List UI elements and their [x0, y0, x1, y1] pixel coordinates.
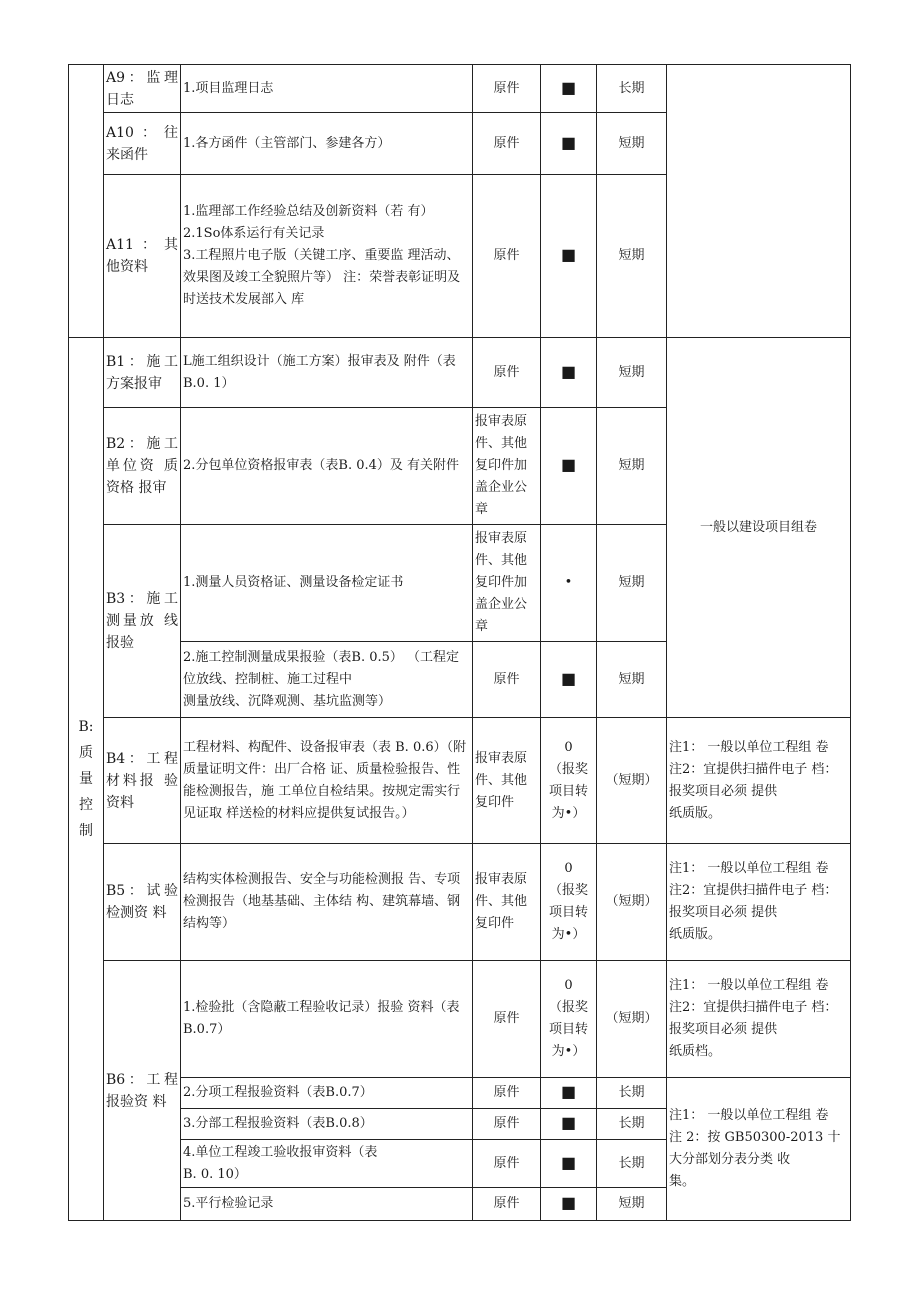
- period-b6b: 长期: [597, 1078, 667, 1109]
- mark-b6a: 0 （报奖项目转为•）: [541, 961, 597, 1078]
- subcategory-a9: A9：监理日志: [104, 65, 181, 113]
- filled-square-icon: ■: [560, 132, 577, 152]
- item-b3a: 1.测量人员资格证、测量设备检定证书: [181, 525, 473, 642]
- item-a9: 1.项目监理日志: [181, 65, 473, 113]
- table-row-b5: [69, 844, 851, 961]
- item-b6b: 2.分项工程报验资料（表B.0.7）: [181, 1078, 473, 1109]
- category-b-label: B:质量控制: [78, 719, 94, 839]
- form-b1: 原件: [473, 338, 541, 408]
- filled-square-icon: ■: [560, 1193, 577, 1212]
- note-b4: 注1： 一般以单位工程组 卷 注2：宜提供扫描件电子 档： 报奖项目必须 提供 纸质版。: [667, 718, 851, 844]
- note-a-blank: [667, 65, 851, 338]
- table-row-a9: [69, 65, 851, 113]
- period-a10: 短期: [597, 113, 667, 175]
- subcategory-b3: B3：施工测量放 线报验: [104, 525, 181, 718]
- item-a11: 1.监理部工作经验总结及创新资料（若 有） 2.1So体系运行有关记录 3.工程照片电子版（关键工序、重要监 理活动、效果图及竣工全貌照片等） 注：荣誉表彰证明及时送技术发展部入 库: [181, 175, 473, 338]
- mark-a11: [541, 175, 597, 338]
- form-a11: 原件: [473, 175, 541, 338]
- item-b2: 2.分包单位资格报审表（表B. 0.4）及 有关附件: [181, 408, 473, 525]
- item-b3b: 2.施工控制测量成果报验（表B. 0.5） （工程定位放线、控制桩、施工过程中 测量放线、沉降观测、基坑监测等）: [181, 642, 473, 718]
- note-b6a: 注1： 一般以单位工程组 卷 注2：宜提供扫描件电子 档： 报奖项目必须 提供 纸质档。: [667, 961, 851, 1078]
- category-a-cell: [69, 65, 104, 338]
- subcategory-a10: A10：往 来函件: [104, 113, 181, 175]
- filled-square-icon: ■: [560, 455, 577, 474]
- mark-b4: 0 （报奖项目转为•）: [541, 718, 597, 844]
- item-a10: 1.各方函件（主管部门、参建各方）: [181, 113, 473, 175]
- form-b6d: 原件: [473, 1140, 541, 1188]
- subcategory-a11: A11：其 他资料: [104, 175, 181, 338]
- form-b6a: 原件: [473, 961, 541, 1078]
- subcategory-b1: B1：施工方案报审: [104, 338, 181, 408]
- mark-b1: [541, 338, 597, 408]
- item-b5: 结构实体检测报告、安全与功能检测报 告、专项检测报告（地基基础、主体结 构、建筑幕墙、钢结构等）: [181, 844, 473, 961]
- mark-b3a: [541, 525, 597, 642]
- filled-square-icon: ■: [560, 245, 577, 264]
- mark-b5: 0 （报奖项目转为•）: [541, 844, 597, 961]
- form-b6e: 原件: [473, 1188, 541, 1221]
- archive-table: [68, 64, 851, 1221]
- note-general: 一般以建设项目组卷: [667, 338, 851, 718]
- form-b3b: 原件: [473, 642, 541, 718]
- mark-b6b: [541, 1078, 597, 1109]
- form-b5: 报审表原件、其他复印件: [473, 844, 541, 961]
- subcategory-b6: B6：工程报验资 料: [104, 961, 181, 1221]
- period-b6c: 长期: [597, 1109, 667, 1140]
- form-b6b: 原件: [473, 1078, 541, 1109]
- subcategory-b2: B2：施工单位资 质资格 报审: [104, 408, 181, 525]
- period-b6e: 短期: [597, 1188, 667, 1221]
- table-row-b1: [69, 338, 851, 408]
- period-b6d: 长期: [597, 1140, 667, 1188]
- period-a9: 长期: [597, 65, 667, 113]
- filled-square-icon: ■: [560, 77, 577, 97]
- filled-square-icon: ■: [560, 1082, 577, 1101]
- filled-square-icon: ■: [560, 1152, 577, 1172]
- mark-b2: [541, 408, 597, 525]
- period-b2: 短期: [597, 408, 667, 525]
- period-b4: （短期）: [597, 718, 667, 844]
- form-b4: 报审表原件、其他复印件: [473, 718, 541, 844]
- mark-b6d: [541, 1140, 597, 1188]
- form-a9: 原件: [473, 65, 541, 113]
- table-row-b6b: [69, 1078, 851, 1109]
- item-b6c: 3.分部工程报验资料（表B.0.8）: [181, 1109, 473, 1140]
- form-a10: 原件: [473, 113, 541, 175]
- mark-a9: [541, 65, 597, 113]
- dot-icon: •: [564, 575, 573, 590]
- form-b3a: 报审表原件、其他复印件加盖企业公章: [473, 525, 541, 642]
- mark-b6e: [541, 1188, 597, 1221]
- table-row-b6a: [69, 961, 851, 1078]
- item-b6e: 5.平行检验记录: [181, 1188, 473, 1221]
- period-b5: （短期）: [597, 844, 667, 961]
- filled-square-icon: ■: [560, 1113, 577, 1132]
- filled-square-icon: ■: [560, 361, 577, 381]
- item-b6d: 4.单位工程竣工验收报审资料（表 B. 0. 10）: [181, 1140, 473, 1188]
- form-b2: 报审表原件、其他复印件加盖企业公章: [473, 408, 541, 525]
- filled-square-icon: ■: [560, 668, 577, 688]
- table-row-b4: [69, 718, 851, 844]
- period-b3b: 短期: [597, 642, 667, 718]
- subcategory-b5: B5：试验检测资 料: [104, 844, 181, 961]
- period-b1: 短期: [597, 338, 667, 408]
- item-b4: 工程材料、构配件、设备报审表（表 B. 0.6）（附质量证明文件：出厂合格 证、质量检验报告、性能检测报告，施 工单位自检结果。按规定需实行见证取 样送检的材料应提供复试报告。）: [181, 718, 473, 844]
- mark-a10: [541, 113, 597, 175]
- category-b-cell: [69, 338, 104, 1221]
- period-a11: 短期: [597, 175, 667, 338]
- period-b3a: 短期: [597, 525, 667, 642]
- mark-b6c: [541, 1109, 597, 1140]
- mark-b3b: [541, 642, 597, 718]
- item-b6a: 1.检验批（含隐蔽工程验收记录）报验 资料（表B.0.7）: [181, 961, 473, 1078]
- item-b1: L施工组织设计（施工方案）报审表及 附件（表B.0. 1）: [181, 338, 473, 408]
- form-b6c: 原件: [473, 1109, 541, 1140]
- note-b5: 注1： 一般以单位工程组 卷 注2：宜提供扫描件电子 档： 报奖项目必须 提供 纸质版。: [667, 844, 851, 961]
- period-b6a: （短期）: [597, 961, 667, 1078]
- subcategory-b4: B4：工程材料报 验资料: [104, 718, 181, 844]
- note-b6b: 注1： 一般以单位工程组 卷 注 2：按 GB50300-2013 十 大分部划分表分类 收 集。: [667, 1078, 851, 1221]
